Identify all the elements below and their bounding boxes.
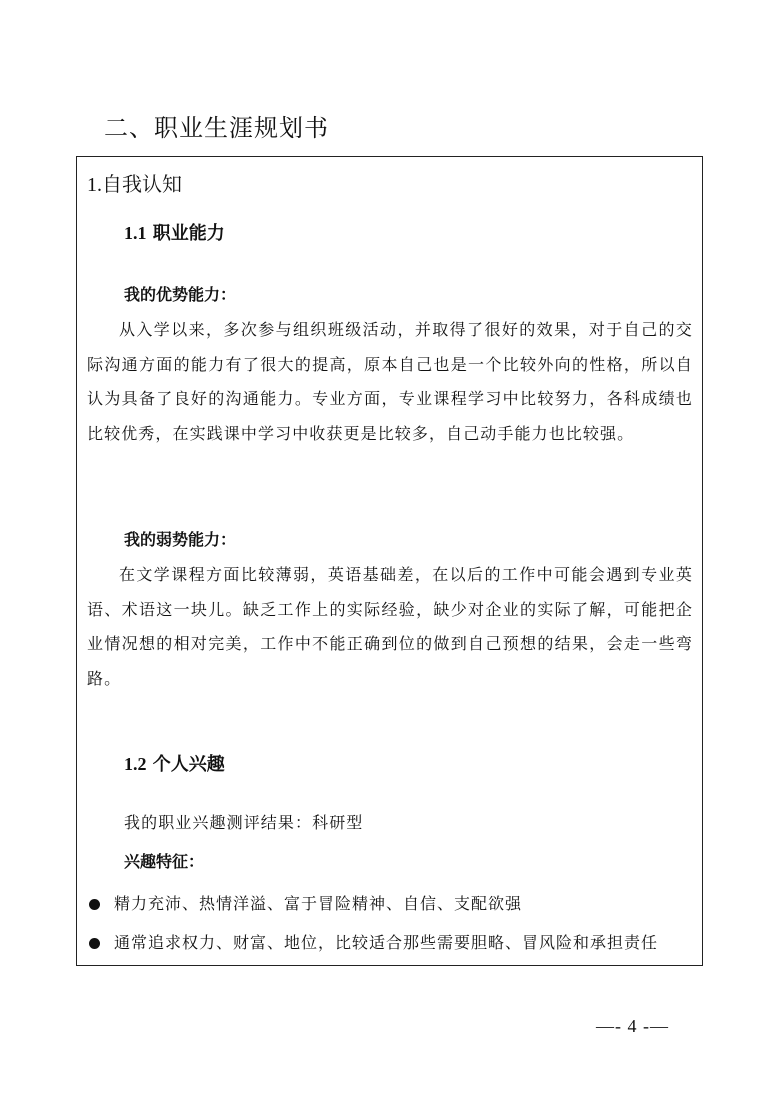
heading-number: 1.2 [124, 754, 147, 774]
heading-self-awareness [87, 170, 182, 199]
heading-personal-interest [124, 751, 225, 778]
heading-text: 自我认知 [102, 172, 182, 196]
content-frame [76, 156, 703, 966]
heading-career-ability [124, 220, 225, 247]
list-item [87, 893, 693, 915]
bullet-icon [89, 899, 100, 910]
list-item-text: 精力充沛、热情洋溢、富于冒险精神、自信、支配欲强 [114, 894, 523, 913]
traits-label: 兴趣特征： [124, 852, 205, 871]
heading-text: 个人兴趣 [152, 754, 225, 775]
interest-test-result: 我的职业兴趣测评结果：科研型 [124, 813, 364, 832]
strengths-paragraph: 从入学以来，多次参与组织班级活动，并取得了很好的效果，对于自己的交际沟通方面的能力有了很大的提高，原本自己也是一个比较外向的性格，所以自认为具备了良好的沟通能力。专业方面，专业课程学习中比较努力，各科成绩也比较优秀，在实践课中学习中收获更是比较多，自己动手能力也比较强。 [87, 320, 693, 443]
page-number: —- 4 -— [596, 1016, 669, 1036]
heading-number: 1. [87, 174, 102, 196]
section-title: 二、职业生涯规划书 [104, 114, 329, 142]
list-item-text: 通常追求权力、财富、地位，比较适合那些需要胆略、冒风险和承担责任 [114, 933, 659, 952]
heading-text: 职业能力 [152, 223, 225, 244]
weaknesses-paragraph: 在文学课程方面比较薄弱，英语基础差，在以后的工作中可能会遇到专业英语、术语这一块儿。缺乏工作上的实际经验，缺少对企业的实际了解，可能把企业情况想的相对完美，工作中不能正确到位的做到自己预想的结果，会走一些弯路。 [87, 565, 693, 688]
bullet-icon [89, 938, 100, 949]
heading-number: 1.1 [124, 223, 147, 243]
weaknesses-label: 我的弱势能力： [124, 530, 237, 549]
strengths-label: 我的优势能力： [124, 285, 237, 304]
list-item [87, 932, 693, 954]
